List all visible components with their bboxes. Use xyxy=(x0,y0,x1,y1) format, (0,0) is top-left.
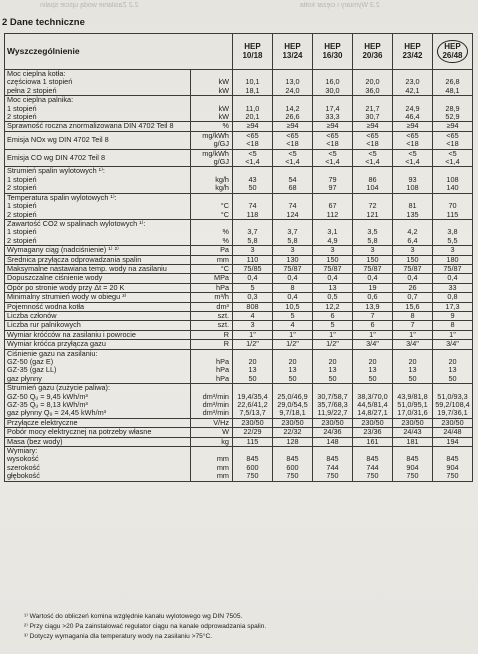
value-cell: 17,3 xyxy=(433,302,473,311)
table-row xyxy=(5,96,473,122)
parameter-cell: Wymiary: wysokość szerokość głębokość xyxy=(5,447,191,482)
footnote: ²⁾ Przy ciągu >20 Pa zainstalować regulator ciągu na kanale odprowadzania spalin. xyxy=(24,623,267,630)
value-cell: 38,3/70,0 44,5/81,4 14,8/27,1 xyxy=(353,384,393,419)
table-row xyxy=(5,149,473,167)
value-cell: 845 744 750 xyxy=(353,447,393,482)
value-cell: 23/36 xyxy=(353,428,393,437)
unit-cell: °C xyxy=(191,264,233,273)
value-cell: 20 13 50 xyxy=(353,349,393,384)
table-row xyxy=(5,122,473,131)
section-heading: 2 Dane techniczne xyxy=(2,17,85,28)
value-cell: 4 xyxy=(233,311,273,320)
parameter-cell: Minimalny strumień wody w obiegu ³⁾ xyxy=(5,293,191,302)
table-row xyxy=(5,384,473,419)
value-cell: 74 118 xyxy=(233,193,273,219)
value-cell: 230/50 xyxy=(273,418,313,427)
value-cell: 81 135 xyxy=(393,193,433,219)
value-cell: 43 50 xyxy=(233,167,273,193)
value-cell: 1" xyxy=(273,330,313,339)
value-cell: 22/32 xyxy=(273,428,313,437)
value-cell: 3 xyxy=(313,246,353,255)
parameter-cell: Strumień gazu (zużycie paliwa): GZ-50 Qᵤ = 9,45 kWh/m³ GZ-35 Qᵤ = 8,13 kWh/m³ gaz płynny Qᵤ = 24,45 kWh/m³ xyxy=(5,384,191,419)
unit-cell: kg xyxy=(191,437,233,446)
table-row xyxy=(5,70,473,96)
value-cell: 150 xyxy=(393,255,433,264)
value-cell: 10,1 18,1 xyxy=(233,70,273,96)
parameter-cell: Liczba rur palnikowych xyxy=(5,321,191,330)
value-cell: <65 <18 xyxy=(433,131,473,149)
value-cell: <65 <18 xyxy=(233,131,273,149)
table-row xyxy=(5,219,473,245)
value-cell: 3 xyxy=(273,246,313,255)
value-cell: 845 744 750 xyxy=(313,447,353,482)
value-cell: 3,1 4,9 xyxy=(313,219,353,245)
value-cell: 22/29 xyxy=(233,428,273,437)
table-row xyxy=(5,193,473,219)
table-row xyxy=(5,447,473,482)
table-row xyxy=(5,131,473,149)
value-cell: 0,4 xyxy=(313,274,353,283)
value-cell: 28,9 52,9 xyxy=(433,96,473,122)
value-cell: 13 xyxy=(313,283,353,292)
value-cell: 3,8 5,5 xyxy=(433,219,473,245)
value-cell: 0,7 xyxy=(393,293,433,302)
value-cell: 3,7 5,8 xyxy=(233,219,273,245)
value-cell: 33 xyxy=(433,283,473,292)
value-cell: 845 600 750 xyxy=(273,447,313,482)
unit-cell: kW kW xyxy=(191,70,233,96)
value-cell: 150 xyxy=(353,255,393,264)
parameter-cell: Średnica przyłącza odprowadzania spalin xyxy=(5,255,191,264)
table-row xyxy=(5,302,473,311)
parameter-cell: Wymagany ciąg (nadciśnienie) ¹⁾ ²⁾ xyxy=(5,246,191,255)
value-cell: 24/36 xyxy=(313,428,353,437)
value-cell: <5 <1,4 xyxy=(233,149,273,167)
value-cell: 20 13 50 xyxy=(313,349,353,384)
value-cell: ≥94 xyxy=(393,122,433,131)
unit-cell: dm³ xyxy=(191,302,233,311)
value-cell: <65 <18 xyxy=(353,131,393,149)
value-cell: 74 124 xyxy=(273,193,313,219)
value-cell: 24/43 xyxy=(393,428,433,437)
unit-cell: kg/h kg/h xyxy=(191,167,233,193)
unit-cell: mg/kWh g/GJ xyxy=(191,131,233,149)
value-cell: 161 xyxy=(353,437,393,446)
parameter-cell: Emisja NOx wg DIN 4702 Teil 8 xyxy=(5,131,191,149)
value-cell: 845 600 750 xyxy=(233,447,273,482)
value-cell: <5 <1,4 xyxy=(353,149,393,167)
parameter-cell: Liczba członów xyxy=(5,311,191,320)
unit-cell: % xyxy=(191,122,233,131)
table-row xyxy=(5,428,473,437)
parameter-cell: Wymiar króćca przyłącza gazu xyxy=(5,340,191,349)
value-cell: 128 xyxy=(273,437,313,446)
parameter-cell: Masa (bez wody) xyxy=(5,437,191,446)
table-row xyxy=(5,437,473,446)
value-cell: 30,7/58,7 35,7/68,3 11,9/22,7 xyxy=(313,384,353,419)
parameter-cell: Temperatura spalin wylotowych ¹⁾: 1 stopień 2 stopień xyxy=(5,193,191,219)
value-cell: 0,6 xyxy=(353,293,393,302)
model-header: HEP 16/30 xyxy=(313,34,353,70)
value-cell: 230/50 xyxy=(233,418,273,427)
value-cell: 3,5 5,8 xyxy=(353,219,393,245)
parameter-cell: Ciśnienie gazu na zasilaniu: GZ-50 (gaz E) GZ-35 (gaz LL) gaz płynny xyxy=(5,349,191,384)
value-cell: 19 xyxy=(353,283,393,292)
parameter-cell: Maksymalne nastawiana temp. wody na zasilaniu xyxy=(5,264,191,273)
value-cell: 845 904 750 xyxy=(393,447,433,482)
value-cell: 1" xyxy=(233,330,273,339)
value-cell: 3/4" xyxy=(353,340,393,349)
value-cell: 6 xyxy=(353,321,393,330)
value-cell: 93 108 xyxy=(393,167,433,193)
value-cell: 1" xyxy=(433,330,473,339)
value-cell: 230/50 xyxy=(393,418,433,427)
model-header: HEP 10/18 xyxy=(233,34,273,70)
value-cell: 3 xyxy=(233,321,273,330)
value-cell: 4,2 6,4 xyxy=(393,219,433,245)
value-cell: 5 xyxy=(313,321,353,330)
unit-cell: hPa hPa hPa xyxy=(191,349,233,384)
parameter-cell: Moc cieplna palnika: 1 stopień 2 stopień xyxy=(5,96,191,122)
value-cell: 17,4 33,3 xyxy=(313,96,353,122)
value-cell: 230/50 xyxy=(433,418,473,427)
value-cell: 20 13 50 xyxy=(273,349,313,384)
value-cell: 13,0 24,0 xyxy=(273,70,313,96)
value-cell: <5 <1,4 xyxy=(433,149,473,167)
unit-cell: °C °C xyxy=(191,193,233,219)
bleed-through-text: 2.3 Wymiary i ciężar kotła xyxy=(300,2,380,9)
value-cell: 13,9 xyxy=(353,302,393,311)
value-cell: 19,4/35,4 22,6/41,2 7,5/13,7 xyxy=(233,384,273,419)
value-cell: 5 xyxy=(273,311,313,320)
value-cell: 1" xyxy=(313,330,353,339)
value-cell: 115 xyxy=(233,437,273,446)
value-cell: <65 <18 xyxy=(393,131,433,149)
unit-cell: R xyxy=(191,340,233,349)
value-cell: 26 xyxy=(393,283,433,292)
handwritten-circle: HEP 26/48 xyxy=(437,40,467,63)
value-cell: 79 97 xyxy=(313,167,353,193)
value-cell: 808 xyxy=(233,302,273,311)
table-row xyxy=(5,167,473,193)
value-cell: 20,0 36,0 xyxy=(353,70,393,96)
value-cell: <5 <1,4 xyxy=(273,149,313,167)
parameter-cell: Pobór mocy elektrycznej na potrzeby własne xyxy=(5,428,191,437)
parameter-cell: Dopuszczalne ciśnienie wody xyxy=(5,274,191,283)
value-cell: 1/2" xyxy=(273,340,313,349)
value-cell: 7 xyxy=(393,321,433,330)
value-cell: 70 115 xyxy=(433,193,473,219)
parameter-cell: Emisja CO wg DIN 4702 Teil 8 xyxy=(5,149,191,167)
bleed-through-text: 2.2 Zasilanie wodą ujście spalin xyxy=(40,2,139,9)
footnotes xyxy=(24,612,266,642)
value-cell: 3 xyxy=(433,246,473,255)
value-cell: 3 xyxy=(233,246,273,255)
parameter-cell: Pojemność wodna kotła xyxy=(5,302,191,311)
value-cell: ≥94 xyxy=(353,122,393,131)
parameter-cell: Moc cieplna kotła: częściowa 1 stopień pełna 2 stopień xyxy=(5,70,191,96)
value-cell: 11,0 20,1 xyxy=(233,96,273,122)
unit-cell: mm mm mm xyxy=(191,447,233,482)
value-cell: 8 xyxy=(433,321,473,330)
value-cell: 148 xyxy=(313,437,353,446)
model-header: HEP 13/24 xyxy=(273,34,313,70)
value-cell: 108 140 xyxy=(433,167,473,193)
table-row xyxy=(5,349,473,384)
value-cell: 12,2 xyxy=(313,302,353,311)
value-cell: 181 xyxy=(393,437,433,446)
unit-cell: V/Hz xyxy=(191,418,233,427)
value-cell: 43,9/81,8 51,0/95,1 17,0/31,6 xyxy=(393,384,433,419)
value-cell: 230/50 xyxy=(353,418,393,427)
value-cell: 845 904 750 xyxy=(433,447,473,482)
value-cell: 15,6 xyxy=(393,302,433,311)
unit-cell: szt. xyxy=(191,311,233,320)
value-cell: 3/4" xyxy=(433,340,473,349)
value-cell: 14,2 26,6 xyxy=(273,96,313,122)
value-cell: 75/87 xyxy=(353,264,393,273)
unit-cell: mg/kWh g/GJ xyxy=(191,149,233,167)
parameter-cell: Strumień spalin wylotowych ¹⁾: 1 stopień 2 stopień xyxy=(5,167,191,193)
value-cell: 7 xyxy=(353,311,393,320)
model-header-circled xyxy=(433,34,473,70)
value-cell: 24,9 46,4 xyxy=(393,96,433,122)
value-cell: ≥94 xyxy=(273,122,313,131)
value-cell: 10,5 xyxy=(273,302,313,311)
unit-cell: kW kW xyxy=(191,96,233,122)
value-cell: 75/87 xyxy=(433,264,473,273)
value-cell: 16,0 30,0 xyxy=(313,70,353,96)
value-cell: 75/87 xyxy=(313,264,353,273)
value-cell: 23,0 42,1 xyxy=(393,70,433,96)
value-cell: 86 104 xyxy=(353,167,393,193)
value-cell: 6 xyxy=(313,311,353,320)
value-cell: 72 121 xyxy=(353,193,393,219)
value-cell: 3,7 5,8 xyxy=(273,219,313,245)
unit-cell: m³/h xyxy=(191,293,233,302)
value-cell: 150 xyxy=(313,255,353,264)
model-header: HEP 20/36 xyxy=(353,34,393,70)
value-cell: 0,4 xyxy=(273,293,313,302)
value-cell: 1" xyxy=(393,330,433,339)
value-cell: <5 <1,4 xyxy=(393,149,433,167)
value-cell: 3 xyxy=(353,246,393,255)
parameter-cell: Zawartość CO2 w spalinach wylotowych ¹⁾: 1 stopień 2 stopień xyxy=(5,219,191,245)
value-cell: 194 xyxy=(433,437,473,446)
value-cell: 25,0/46,9 29,0/54,5 9,7/18,1 xyxy=(273,384,313,419)
value-cell: 3 xyxy=(393,246,433,255)
unit-cell: hPa xyxy=(191,283,233,292)
parameter-cell: Wymiar króćców na zasilaniu i powrocie xyxy=(5,330,191,339)
unit-cell: W xyxy=(191,428,233,437)
value-cell: 21,7 30,7 xyxy=(353,96,393,122)
parameter-cell: Opór po stronie wody przy Δt = 20 K xyxy=(5,283,191,292)
value-cell: 51,0/93,3 59,2/108,4 19,7/36,1 xyxy=(433,384,473,419)
value-cell: 1/2" xyxy=(233,340,273,349)
table-header-row xyxy=(5,34,473,70)
unit-cell: dm³/min dm³/min dm³/min xyxy=(191,384,233,419)
model-header: HEP 23/42 xyxy=(393,34,433,70)
value-cell: 75/87 xyxy=(273,264,313,273)
value-cell: 1" xyxy=(353,330,393,339)
parameter-header: Wyszczególnienie xyxy=(5,34,233,70)
value-cell: ≥94 xyxy=(233,122,273,131)
value-cell: 0,4 xyxy=(433,274,473,283)
value-cell: 8 xyxy=(273,283,313,292)
value-cell: ≥94 xyxy=(313,122,353,131)
value-cell: ≥94 xyxy=(433,122,473,131)
value-cell: 230/50 xyxy=(313,418,353,427)
value-cell: 0,5 xyxy=(313,293,353,302)
value-cell: 9 xyxy=(433,311,473,320)
unit-cell: mm xyxy=(191,255,233,264)
value-cell: 4 xyxy=(273,321,313,330)
value-cell: <65 <18 xyxy=(313,131,353,149)
value-cell: <65 <18 xyxy=(273,131,313,149)
value-cell: 0,4 xyxy=(273,274,313,283)
value-cell: 26,8 48,1 xyxy=(433,70,473,96)
value-cell: 5 xyxy=(233,283,273,292)
footnote: ¹⁾ Wartość do obliczeń komina względnie kanału wylotowego wg DIN 7505. xyxy=(24,613,243,620)
value-cell: 3/4" xyxy=(393,340,433,349)
unit-cell: szt. xyxy=(191,321,233,330)
value-cell: 75/87 xyxy=(393,264,433,273)
value-cell: 20 13 50 xyxy=(433,349,473,384)
value-cell: 0,4 xyxy=(393,274,433,283)
parameter-cell: Przyłącze elektryczne xyxy=(5,418,191,427)
value-cell: 0,4 xyxy=(233,274,273,283)
value-cell: 20 13 50 xyxy=(393,349,433,384)
unit-cell: R xyxy=(191,330,233,339)
value-cell: 8 xyxy=(393,311,433,320)
value-cell: <5 <1,4 xyxy=(313,149,353,167)
unit-cell: % % xyxy=(191,219,233,245)
value-cell: 24/48 xyxy=(433,428,473,437)
value-cell: 75/85 xyxy=(233,264,273,273)
unit-cell: Pa xyxy=(191,246,233,255)
footnote: ³⁾ Dotyczy wymagania dla temperatury wody na zasilaniu >75°C. xyxy=(24,633,213,640)
value-cell: 20 13 50 xyxy=(233,349,273,384)
value-cell: 67 112 xyxy=(313,193,353,219)
value-cell: 1/2" xyxy=(313,340,353,349)
value-cell: 0,3 xyxy=(233,293,273,302)
value-cell: 180 xyxy=(433,255,473,264)
value-cell: 110 xyxy=(233,255,273,264)
value-cell: 130 xyxy=(273,255,313,264)
value-cell: 54 68 xyxy=(273,167,313,193)
parameter-cell: Sprawność roczna znormalizowana DIN 4702 Teil 8 xyxy=(5,122,191,131)
value-cell: 0,4 xyxy=(353,274,393,283)
unit-cell: MPa xyxy=(191,274,233,283)
value-cell: 0,8 xyxy=(433,293,473,302)
technical-data-table xyxy=(4,33,473,482)
